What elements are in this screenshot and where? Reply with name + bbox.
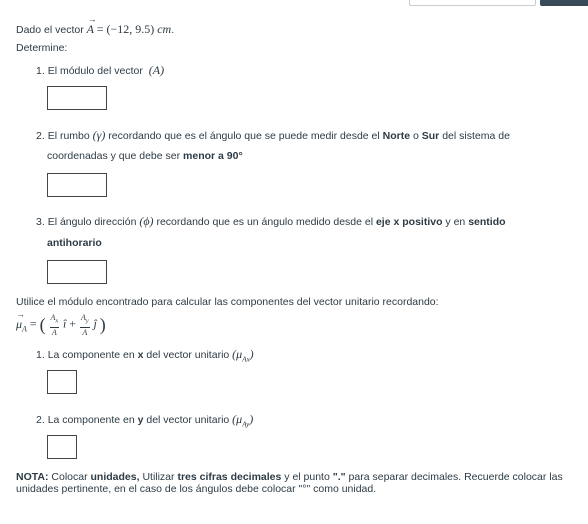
formula-eq: = (29, 316, 37, 331)
q2-text-a: El rumbo (47, 130, 90, 142)
u1-close: ) (249, 347, 254, 361)
formula-ax: A (50, 313, 56, 322)
q3-sentido: sentido (468, 216, 506, 228)
unit-question-1 (36, 347, 254, 363)
note-t2: Utilizar (142, 471, 175, 483)
answer-direccion-input[interactable] (47, 260, 107, 284)
vector-unit: cm (157, 22, 172, 36)
u1-mu: (μ (232, 347, 243, 361)
q3-line2: antihorario (47, 237, 102, 249)
formula-i-hat: î (63, 316, 67, 331)
formula-plus: + (69, 316, 77, 331)
note-t3: y el punto (284, 471, 330, 483)
u1-number: 1. (36, 349, 45, 361)
note-b2: tres cifras decimales (177, 471, 282, 483)
formula-mu: μ (16, 316, 23, 331)
vector-symbol (86, 14, 97, 36)
u2-number: 2. (36, 414, 45, 426)
q3-number: 3. (36, 216, 45, 228)
formula-ay-sub: y (85, 318, 89, 325)
vector-name: A (86, 22, 94, 36)
q2-norte: Norte (382, 130, 411, 142)
unit-question-2 (36, 412, 253, 428)
q1-number: 1. (36, 65, 45, 77)
formula-ay: A (81, 313, 86, 322)
q3-text-a: El ángulo dirección (47, 216, 137, 228)
note-label: NOTA: (16, 471, 49, 483)
formula-den-y: A (82, 327, 88, 337)
q2-line2-a: coordenadas y que debe ser (47, 150, 181, 162)
u2-symbol (232, 412, 254, 429)
answer-ux-input[interactable] (47, 370, 77, 394)
q2-text-b: recordando que es el ángulo que se puede medir desde el (108, 130, 380, 142)
top-left-button[interactable] (409, 0, 536, 6)
question-3-line-2 (47, 237, 102, 249)
formula-lhs (16, 308, 30, 333)
u1-axis: x (137, 349, 144, 361)
formula-den-x: A (51, 327, 57, 337)
q3-text-b: recordando que es un ángulo medido desde el (156, 216, 374, 228)
note-b1: unidades, (90, 471, 140, 483)
formula-paren-close: ) (99, 314, 106, 335)
q3-symbol: (ϕ) (139, 214, 154, 228)
formula-lhs-sub: A (22, 323, 27, 333)
q1-symbol: (A) (148, 63, 165, 77)
u1-text-b: del vector unitario (146, 349, 230, 361)
note-paragraph (16, 471, 571, 495)
q2-number: 2. (36, 130, 45, 142)
formula-ax-sub: x (55, 318, 59, 325)
q2-text-c: del sistema de (442, 130, 510, 142)
formula-paren-open: ( (39, 314, 46, 335)
answer-uy-input[interactable] (47, 435, 77, 459)
u1-text-a: La componente en (47, 349, 135, 361)
intro-line (16, 14, 175, 37)
u2-text-b: del vector unitario (146, 414, 230, 426)
q2-line2-b: menor a 90° (183, 150, 243, 162)
note-b3: "." (332, 471, 346, 483)
top-right-button[interactable] (540, 0, 588, 6)
answer-rumbo-input[interactable] (47, 173, 107, 197)
q1-text: El módulo del vector (47, 65, 143, 77)
unit-vector-intro: Utilice el módulo encontrado para calcular las componentes del vector unitario recordando: (16, 296, 439, 308)
u2-mu: (μ (232, 412, 243, 426)
formula-frac-y (80, 313, 90, 337)
q3-y: y en (445, 216, 466, 228)
formula-j-hat: ĵ (93, 316, 97, 331)
question-3 (36, 214, 506, 229)
vector-arrow: → (87, 14, 97, 24)
question-1 (36, 63, 164, 78)
u2-close: ) (249, 412, 254, 426)
intro-prefix: Dado el vector (16, 24, 84, 36)
q3-eje: eje x positivo (375, 216, 443, 228)
question-2 (36, 128, 510, 143)
note-t1: Colocar (51, 471, 88, 483)
u1-sub: Ax (242, 355, 250, 364)
vector-end: . (171, 24, 175, 36)
unit-vector-formula (16, 308, 106, 337)
formula-frac-x (50, 313, 60, 337)
formula-arrow: → (16, 308, 25, 319)
u2-text-a: La componente en (47, 414, 135, 426)
u1-symbol (232, 347, 254, 364)
u2-axis: y (137, 414, 144, 426)
question-2-line-2 (47, 150, 243, 162)
note-t4: para separar decimales. Recuerde colocar las unidades pertinente, en el caso de los ángulos debe colocar "°" como unidad. (16, 471, 563, 495)
q2-sur: Sur (421, 130, 440, 142)
determine-label: Determine: (16, 42, 68, 54)
answer-modulo-input[interactable] (47, 86, 107, 110)
q2-symbol: (γ) (92, 128, 106, 142)
vector-value: = (−12, 9.5) (96, 22, 155, 36)
u2-sub: Ay (242, 420, 250, 429)
q2-o: o (413, 130, 419, 142)
